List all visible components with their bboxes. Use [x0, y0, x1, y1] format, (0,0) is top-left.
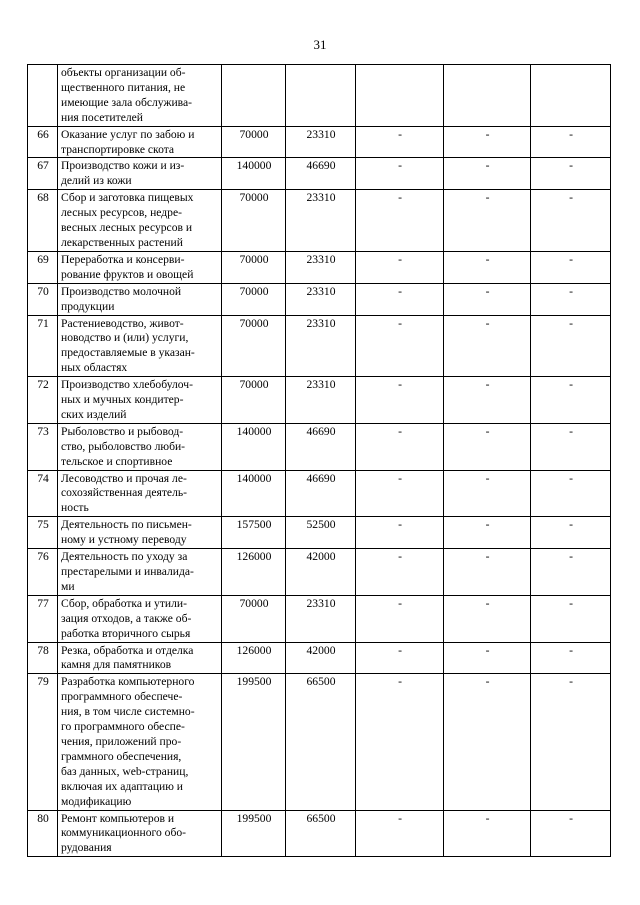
value-3-cell: - — [356, 251, 444, 283]
activity-name-line: ми — [61, 579, 75, 593]
activity-name-line: престарелыми и инвалида- — [61, 565, 194, 578]
table-row — [28, 595, 611, 642]
value-1-cell: 126000 — [222, 549, 286, 596]
activity-name-line: имеющие зала обслужива- — [61, 95, 192, 109]
value-3-cell: - — [356, 158, 444, 190]
value-3-cell: - — [356, 549, 444, 596]
value-1-cell: 157500 — [222, 517, 286, 549]
activity-name-line: объекты организации об- — [61, 66, 186, 79]
value-1-cell: 70000 — [222, 283, 286, 315]
table-row — [28, 810, 611, 857]
activity-name-line: Производство молочной — [61, 284, 182, 298]
activity-name-line: Растениеводство, живот- — [61, 316, 184, 330]
activity-name-line: включая их адаптацию и — [61, 779, 183, 793]
activity-name-line: ных областях — [61, 361, 128, 375]
value-3-cell: - — [356, 642, 444, 674]
value-2-cell: 23310 — [286, 283, 356, 315]
value-1-cell: 140000 — [222, 423, 286, 470]
value-3-cell: - — [356, 674, 444, 810]
value-4-cell: - — [444, 158, 531, 190]
activity-name-cell — [58, 65, 222, 127]
activity-name-line: делий из кожи — [61, 174, 132, 188]
value-4-cell: - — [444, 423, 531, 470]
table-row — [28, 158, 611, 190]
value-1-cell — [222, 65, 286, 127]
activity-name-line: модификацию — [61, 794, 132, 808]
table-row — [28, 126, 611, 158]
activity-name-cell — [58, 470, 222, 517]
activity-name-line: Производство кожи и из- — [61, 159, 185, 173]
table-row — [28, 377, 611, 424]
value-3-cell: - — [356, 423, 444, 470]
value-4-cell: - — [444, 470, 531, 517]
row-number-cell: 70 — [28, 283, 58, 315]
value-1-cell: 70000 — [222, 126, 286, 158]
table-row — [28, 65, 611, 127]
value-5-cell: - — [531, 315, 611, 377]
activity-name-cell — [58, 283, 222, 315]
value-5-cell: - — [531, 423, 611, 470]
activity-name-line: ских изделий — [61, 407, 127, 421]
value-1-cell: 70000 — [222, 377, 286, 424]
table-row — [28, 251, 611, 283]
value-3-cell — [356, 65, 444, 127]
value-5-cell: - — [531, 517, 611, 549]
value-3-cell: - — [356, 190, 444, 252]
value-4-cell: - — [444, 251, 531, 283]
value-4-cell: - — [444, 377, 531, 424]
value-5-cell: - — [531, 674, 611, 810]
value-5-cell: - — [531, 190, 611, 252]
row-number-cell: 77 — [28, 595, 58, 642]
activity-name-line: ство, рыболовство люби- — [61, 439, 186, 453]
value-2-cell: 46690 — [286, 470, 356, 517]
value-2-cell: 46690 — [286, 158, 356, 190]
activity-name-line: продукции — [61, 299, 115, 313]
table-row — [28, 190, 611, 252]
value-4-cell: - — [444, 595, 531, 642]
row-number-cell: 78 — [28, 642, 58, 674]
page-number: 31 — [313, 37, 327, 52]
activity-name-line: Резка, обработка и отделка — [61, 643, 194, 657]
activity-name-cell — [58, 674, 222, 810]
value-2-cell: 66500 — [286, 674, 356, 810]
activity-name-line: баз данных, web-страниц, — [61, 764, 189, 778]
value-2-cell — [286, 65, 356, 127]
value-5-cell: - — [531, 595, 611, 642]
value-4-cell: - — [444, 283, 531, 315]
table-row — [28, 423, 611, 470]
activity-name-cell — [58, 377, 222, 424]
value-2-cell: 23310 — [286, 595, 356, 642]
activity-name-line: Лесоводство и прочая ле- — [61, 471, 187, 485]
value-3-cell: - — [356, 810, 444, 857]
value-3-cell: - — [356, 315, 444, 377]
activity-name-line: зация отходов, а также об- — [61, 611, 192, 625]
table-row — [28, 517, 611, 549]
activity-name-line: чения, приложений про- — [61, 734, 182, 748]
value-3-cell: - — [356, 283, 444, 315]
activity-name-line: Рыболовство и рыбовод- — [61, 424, 184, 438]
activity-name-cell — [58, 517, 222, 549]
value-2-cell: 46690 — [286, 423, 356, 470]
value-4-cell: - — [444, 517, 531, 549]
activity-name-cell — [58, 810, 222, 857]
activity-name-line: транспортировке скота — [61, 142, 175, 156]
table-row — [28, 549, 611, 596]
value-4-cell: - — [444, 810, 531, 857]
activity-name-line: программного обеспече- — [61, 690, 183, 704]
activity-name-line: Переработка и консерви- — [61, 252, 185, 266]
activity-name-line: коммуникационного обо- — [61, 826, 187, 840]
activity-name-line: ния посетителей — [61, 110, 143, 124]
value-1-cell: 70000 — [222, 251, 286, 283]
value-4-cell: - — [444, 315, 531, 377]
value-5-cell: - — [531, 549, 611, 596]
value-5-cell: - — [531, 283, 611, 315]
value-2-cell: 23310 — [286, 126, 356, 158]
value-4-cell: - — [444, 190, 531, 252]
activity-name-line: лесных ресурсов, недре- — [61, 206, 182, 220]
table-row — [28, 642, 611, 674]
value-1-cell: 126000 — [222, 642, 286, 674]
row-number-cell — [28, 65, 58, 127]
activity-name-line: ных и мучных кондитер- — [61, 393, 184, 407]
value-2-cell: 42000 — [286, 642, 356, 674]
activity-name-line: Деятельность по уходу за — [61, 550, 188, 564]
value-3-cell: - — [356, 517, 444, 549]
activity-name-cell — [58, 642, 222, 674]
value-4-cell: - — [444, 642, 531, 674]
tax-rates-table — [27, 64, 611, 857]
value-1-cell: 70000 — [222, 315, 286, 377]
value-2-cell: 52500 — [286, 517, 356, 549]
value-1-cell: 199500 — [222, 810, 286, 857]
activity-name-line: ному и устному переводу — [61, 533, 187, 547]
value-4-cell: - — [444, 674, 531, 810]
value-2-cell: 23310 — [286, 190, 356, 252]
activity-name-cell — [58, 251, 222, 283]
activity-name-line: Деятельность по письмен- — [61, 518, 192, 532]
activity-name-line: Сбор, обработка и утили- — [61, 596, 187, 610]
activity-name-line: ность — [61, 501, 89, 515]
activity-name-line: Разработка компьютерного — [61, 675, 195, 689]
value-4-cell: - — [444, 126, 531, 158]
row-number-cell: 71 — [28, 315, 58, 377]
value-3-cell: - — [356, 470, 444, 517]
row-number-cell: 73 — [28, 423, 58, 470]
activity-name-line: щественного питания, не — [61, 80, 186, 94]
activity-name-line: предоставляемые в указан- — [61, 346, 195, 360]
value-2-cell: 23310 — [286, 251, 356, 283]
value-1-cell: 140000 — [222, 470, 286, 517]
table-row — [28, 674, 611, 810]
row-number-cell: 76 — [28, 549, 58, 596]
activity-name-line: лекарственных растений — [61, 235, 183, 249]
table-row — [28, 283, 611, 315]
value-5-cell — [531, 65, 611, 127]
row-number-cell: 75 — [28, 517, 58, 549]
value-3-cell: - — [356, 595, 444, 642]
activity-name-line: работка вторичного сырья — [61, 626, 191, 640]
row-number-cell: 68 — [28, 190, 58, 252]
row-number-cell: 74 — [28, 470, 58, 517]
value-2-cell: 23310 — [286, 315, 356, 377]
activity-name-cell — [58, 315, 222, 377]
value-2-cell: 42000 — [286, 549, 356, 596]
row-number-cell: 69 — [28, 251, 58, 283]
activity-name-line: ния, в том числе системно- — [61, 705, 195, 719]
activity-name-line: сохозяйственная деятель- — [61, 486, 187, 500]
value-5-cell: - — [531, 158, 611, 190]
value-5-cell: - — [531, 126, 611, 158]
activity-name-line: камня для памятников — [61, 658, 172, 672]
activity-name-line: рование фруктов и овощей — [61, 267, 194, 281]
activity-name-line: Сбор и заготовка пищевых — [61, 191, 194, 205]
activity-name-line: тельское и спортивное — [61, 454, 173, 468]
activity-name-cell — [58, 190, 222, 252]
row-number-cell: 79 — [28, 674, 58, 810]
table-body — [28, 65, 611, 857]
activity-name-line: Ремонт компьютеров и — [61, 811, 175, 825]
value-5-cell: - — [531, 377, 611, 424]
activity-name-cell — [58, 423, 222, 470]
activity-name-cell — [58, 158, 222, 190]
value-1-cell: 70000 — [222, 190, 286, 252]
activity-name-line: го программного обеспе- — [61, 720, 185, 734]
value-2-cell: 66500 — [286, 810, 356, 857]
activity-name-line: новодство и (или) услуги, — [61, 331, 189, 345]
activity-name-cell — [58, 549, 222, 596]
value-1-cell: 140000 — [222, 158, 286, 190]
value-5-cell: - — [531, 642, 611, 674]
activity-name-cell — [58, 595, 222, 642]
activity-name-line: Производство хлебобулоч- — [61, 378, 193, 392]
value-1-cell: 70000 — [222, 595, 286, 642]
value-1-cell: 199500 — [222, 674, 286, 810]
row-number-cell: 72 — [28, 377, 58, 424]
value-2-cell: 23310 — [286, 377, 356, 424]
activity-name-cell — [58, 126, 222, 158]
row-number-cell: 67 — [28, 158, 58, 190]
row-number-cell: 80 — [28, 810, 58, 857]
activity-name-line: Оказание услуг по забою и — [61, 127, 195, 141]
value-3-cell: - — [356, 126, 444, 158]
value-5-cell: - — [531, 470, 611, 517]
row-number-cell: 66 — [28, 126, 58, 158]
activity-name-line: весных лесных ресурсов и — [61, 221, 193, 235]
value-5-cell: - — [531, 251, 611, 283]
table-row — [28, 470, 611, 517]
activity-name-line: рудования — [61, 841, 112, 855]
table-row — [28, 315, 611, 377]
activity-name-line: граммного обеспечения, — [61, 749, 182, 763]
value-5-cell: - — [531, 810, 611, 857]
value-3-cell: - — [356, 377, 444, 424]
value-4-cell — [444, 65, 531, 127]
value-4-cell: - — [444, 549, 531, 596]
